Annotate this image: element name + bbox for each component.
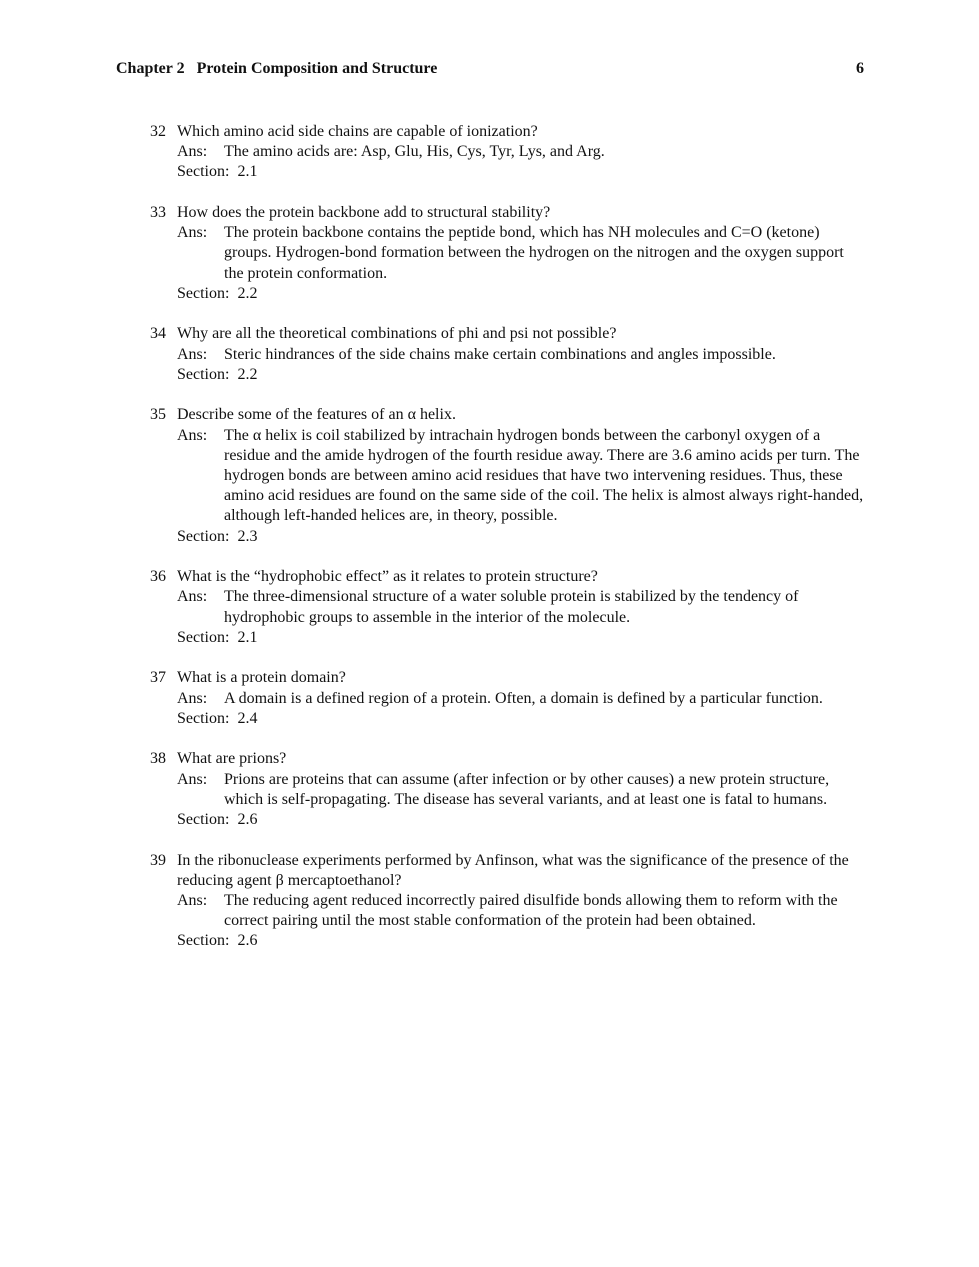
section-label: Section: xyxy=(177,628,230,646)
section-label: Section: xyxy=(177,932,230,950)
section-number: 2.2 xyxy=(237,365,258,383)
question-number: 33 xyxy=(150,204,166,221)
section-number: 2.1 xyxy=(237,628,258,646)
answer-block xyxy=(150,891,865,931)
question-item xyxy=(150,324,865,385)
answer-label: Ans: xyxy=(177,588,208,606)
section-label: Section: xyxy=(177,284,230,302)
answer-label: Ans: xyxy=(177,426,208,444)
chapter-title: Chapter 2 Protein Composition and Structure xyxy=(116,60,438,77)
question-line xyxy=(150,405,865,425)
section-label: Section: xyxy=(177,527,230,545)
question-number: 32 xyxy=(150,123,166,140)
answer-label: Ans: xyxy=(177,224,208,242)
question-number: 36 xyxy=(150,568,166,586)
question-item xyxy=(150,122,865,183)
answer-text: Prions are proteins that can assume (after infection or by other causes) a new protein structure, which is self-propagating. The disease has several variants, and at least one is fatal to humans. xyxy=(224,770,830,808)
page-header xyxy=(116,58,864,80)
question-line xyxy=(150,749,865,769)
answer-label: Ans: xyxy=(177,689,208,707)
question-list xyxy=(150,122,865,972)
answer-text: The three-dimensional structure of a water soluble protein is stabilized by the tendency of hydrophobic groups to assemble in the interior of the molecule. xyxy=(224,588,799,626)
answer-text: The reducing agent reduced incorrectly paired disulfide bonds allowing them to reform with the correct pairing until the most stable conformation of the protein had been obtained. xyxy=(224,892,838,930)
question-text: How does the protein backbone add to structural stability? xyxy=(177,204,551,221)
section-line xyxy=(150,284,865,304)
answer-block xyxy=(150,345,865,365)
question-number: 35 xyxy=(150,406,166,424)
section-number: 2.2 xyxy=(237,284,258,302)
question-item xyxy=(150,203,865,304)
question-text: Describe some of the features of an α helix. xyxy=(177,406,456,424)
question-text: What is the “hydrophobic effect” as it relates to protein structure? xyxy=(177,568,598,586)
answer-block xyxy=(150,587,865,627)
section-line xyxy=(150,931,865,951)
section-number: 2.6 xyxy=(237,932,258,950)
question-item xyxy=(150,749,865,830)
question-text: Why are all the theoretical combinations of phi and psi not possible? xyxy=(177,325,617,343)
question-number: 38 xyxy=(150,750,166,768)
answer-label: Ans: xyxy=(177,345,208,363)
question-line xyxy=(150,668,865,688)
question-text: What is a protein domain? xyxy=(177,669,346,687)
section-label: Section: xyxy=(177,365,230,383)
question-item xyxy=(150,567,865,648)
question-line xyxy=(150,567,865,587)
section-line xyxy=(150,709,865,729)
answer-text: The amino acids are: Asp, Glu, His, Cys, Tyr, Lys, and Arg. xyxy=(224,143,605,161)
section-number: 2.1 xyxy=(237,163,258,181)
section-line xyxy=(150,628,865,648)
answer-text: The protein backbone contains the peptide bond, which has NH molecules and C=O (ketone) groups. Hydrogen-bond formation between the hydrogen on the nitrogen and the oxygen support the protein conformation. xyxy=(224,224,844,282)
section-label: Section: xyxy=(177,811,230,829)
answer-block xyxy=(150,770,865,810)
section-line xyxy=(150,162,865,182)
answer-label: Ans: xyxy=(177,892,208,910)
question-line xyxy=(150,203,865,223)
section-label: Section: xyxy=(177,709,230,727)
question-number: 39 xyxy=(150,851,166,869)
section-line xyxy=(150,810,865,830)
question-text: In the ribonuclease experiments performed by Anfinson, what was the significance of the presence of the reducing agent β mercaptoethanol? xyxy=(177,851,849,889)
question-line xyxy=(150,851,865,891)
answer-block xyxy=(150,689,865,709)
answer-block xyxy=(150,426,865,527)
question-line xyxy=(150,122,865,142)
question-text: Which amino acid side chains are capable of ionization? xyxy=(177,123,538,140)
question-line xyxy=(150,324,865,344)
question-item xyxy=(150,668,865,729)
answer-label: Ans: xyxy=(177,143,208,161)
answer-text: Steric hindrances of the side chains make certain combinations and angles impossible. xyxy=(224,345,776,363)
section-number: 2.4 xyxy=(237,709,258,727)
question-item xyxy=(150,851,865,952)
answer-text: A domain is a defined region of a protein. Often, a domain is defined by a particular function. xyxy=(224,689,823,707)
question-number: 37 xyxy=(150,669,166,687)
page-number: 6 xyxy=(856,60,864,77)
answer-label: Ans: xyxy=(177,770,208,788)
section-line xyxy=(150,527,865,547)
question-text: What are prions? xyxy=(177,750,287,768)
question-item xyxy=(150,405,865,546)
section-number: 2.6 xyxy=(237,811,258,829)
answer-text: The α helix is coil stabilized by intrachain hydrogen bonds between the carbonyl oxygen of a residue and the amide hydrogen of the fourth residue away. There are 3.6 amino acids per turn. The hydrogen bonds are between amino acid residues that have two intervening residues. Thus, these amino acid residues are found on the same side of the coil. The helix is almost always right-handed, although left-handed helices are, in theory, possible. xyxy=(224,426,864,525)
section-line xyxy=(150,365,865,385)
section-label: Section: xyxy=(177,163,230,181)
answer-block xyxy=(150,142,865,162)
section-number: 2.3 xyxy=(237,527,258,545)
question-number: 34 xyxy=(150,325,166,343)
answer-block xyxy=(150,223,865,284)
